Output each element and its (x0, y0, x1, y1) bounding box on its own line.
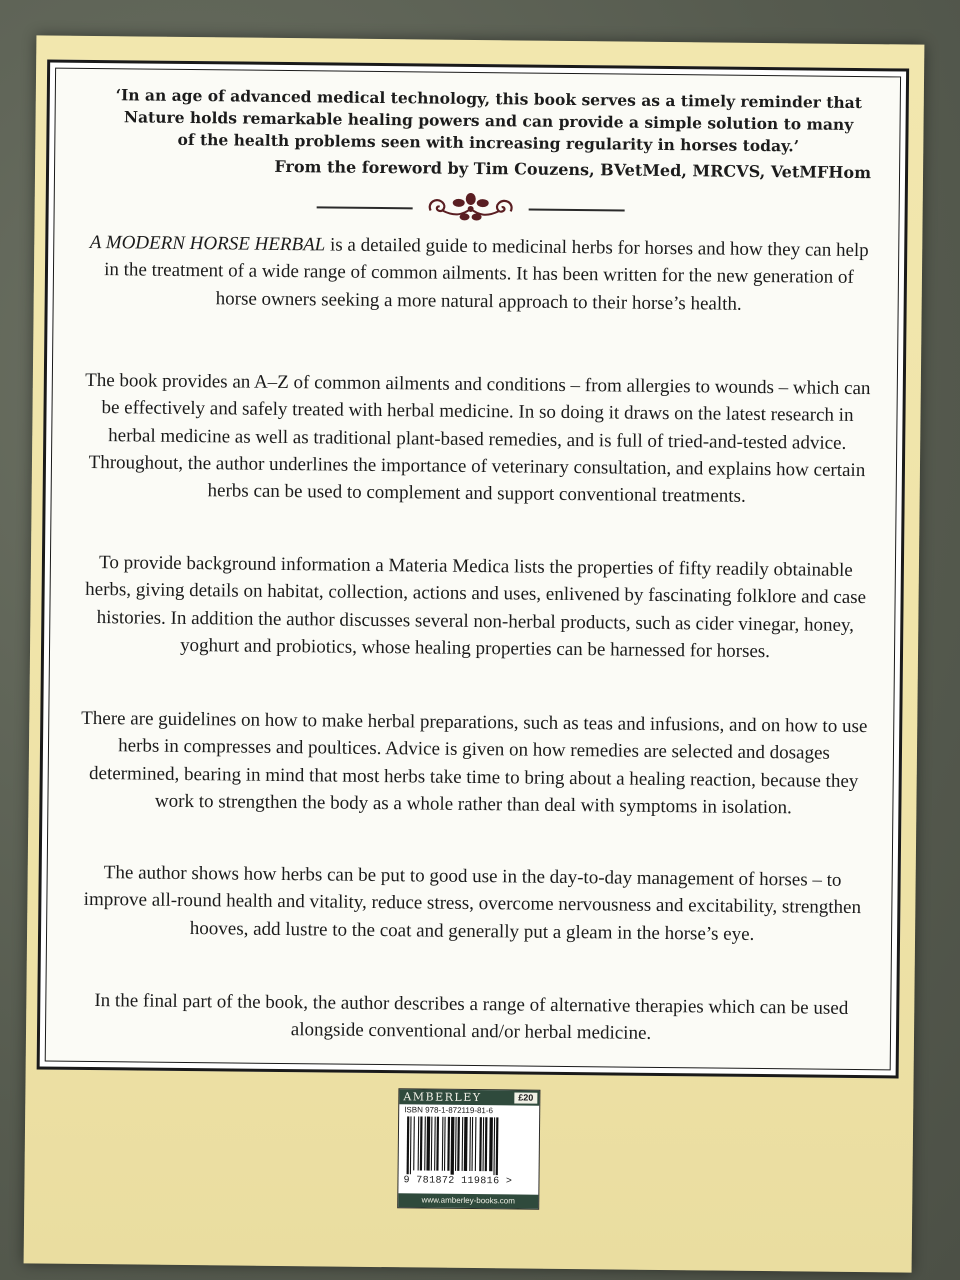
description-paragraph-3: To provide background information a Materia Medica lists the properties of fifty readily obtainable herbs, giving details on habitat, collection, actions and uses, enlivened by fascinating folklore and case histories. In addition the author discusses several non-herbal products, such as cider vinegar, honey, yoghurt and probiotics, whose healing properties can be harnessed for horses. (85, 552, 867, 662)
description-paragraph-2: The book provides an A–Z of common ailments and conditions – from allergies to wounds – which can be effectively and safely treated with herbal medicine. In so doing it draws on the latest research in herbal medicine as well as traditional plant-based remedies, and is full of tried-and-tested advice. Throughout, the author underlines the importance of veterinary consultation, and explains how certain herbs can be used to complement and support conventional treatments. (85, 369, 871, 508)
ornament-line-left (317, 206, 413, 209)
ornament-line-right (529, 209, 625, 212)
description-paragraph-4: There are guidelines on how to make herbal preparations, such as teas and infusions, and on how to use herbs in compresses and poultices. Advice is given on how remedies are selected and dosages determined, bearing in mind that most herbs take time to bring about a healing reaction, because they work to strengthen the body as a whole rather than deal with symptoms in isolation. (81, 707, 868, 819)
price-label: £20 (514, 1092, 537, 1103)
text-frame-outer-border (37, 59, 910, 1078)
book-title: A MODERN HORSE HERBAL (89, 231, 326, 256)
barcode-digits: 9 781872 119816 > (403, 1175, 513, 1188)
publisher-name: AMBERLEY (403, 1090, 482, 1105)
description-paragraph-1-text: is a detailed guide to medicinal herbs for horses and how they can help in the treatment of a wide range of common ailments. It has been written for the new generation of horse owners seeking a more natural approach to their horse’s health. (104, 234, 869, 315)
book-back-cover (24, 35, 925, 1272)
isbn-number: ISBN 978-1-872119-81-6 (404, 1105, 494, 1116)
barcode-icon (405, 1116, 534, 1175)
floral-flourish-icon (422, 190, 518, 225)
description-paragraph-1 (84, 229, 875, 319)
barcode-panel (398, 1089, 539, 1208)
publisher-website: www.amberley-books.com (398, 1193, 538, 1208)
ornament-divider (55, 187, 899, 230)
publisher-strip (399, 1089, 539, 1105)
foreword-attribution: From the foreword by Tim Couzens, BVetMed, MRCVS, VetMFHom (274, 156, 872, 183)
foreword-quote: ‘In an age of advanced medical technology, this book serves as a timely reminder that Nature holds remarkable healing powers and can provide a simple solution to many of the health problems seen with increasing regularity in horses today.’ (115, 85, 863, 156)
description-paragraph-5: The author shows how herbs can be put to good use in the day-to-day management of horses – to improve all-round health and vitality, reduce stress, overcome nervousness and excitability, strengthen hooves, add lustre to the coat and generally put a gleam in the horse’s eye. (83, 862, 862, 945)
description-paragraph-6: In the final part of the book, the author describes a range of alternative therapies which can be used alongside conventional and/or herbal medicine. (94, 990, 849, 1045)
text-panel (45, 68, 901, 1071)
